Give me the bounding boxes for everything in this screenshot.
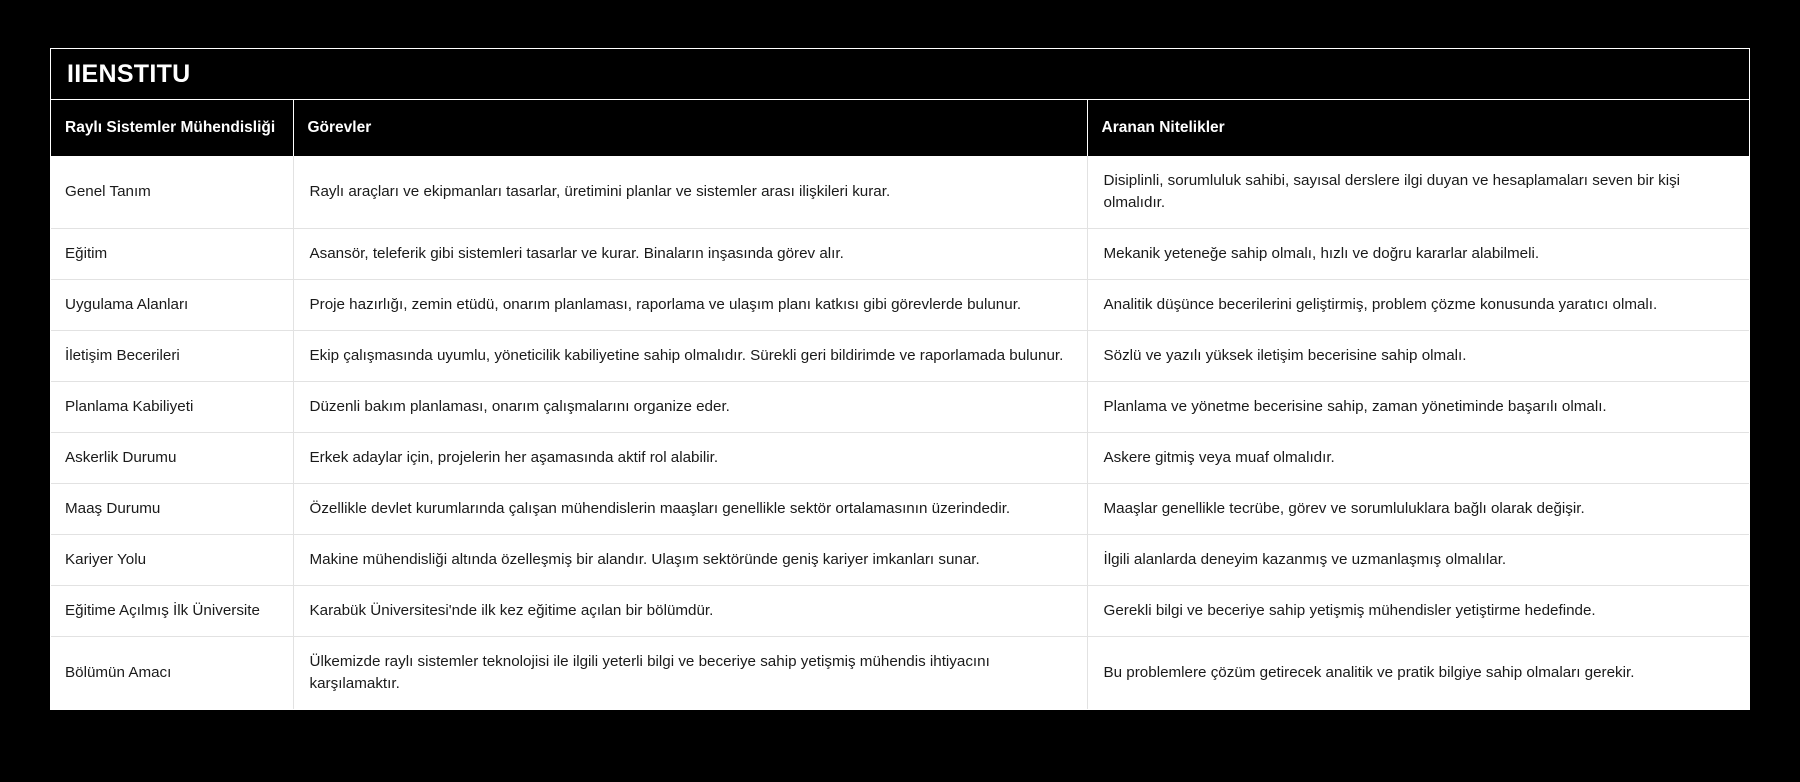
column-header-gorevler: Görevler xyxy=(293,100,1087,156)
row-label: Eğitim xyxy=(51,229,293,280)
row-nitelikler: Askere gitmiş veya muaf olmalıdır. xyxy=(1087,433,1749,484)
row-label: Kariyer Yolu xyxy=(51,535,293,586)
row-gorevler: Makine mühendisliği altında özelleşmiş bir alandır. Ulaşım sektöründe geniş kariyer imkanları sunar. xyxy=(293,535,1087,586)
row-nitelikler: Analitik düşünce becerilerini geliştirmiş, problem çözme konusunda yaratıcı olmalı. xyxy=(1087,280,1749,331)
row-nitelikler: Planlama ve yönetme becerisine sahip, zaman yönetiminde başarılı olmalı. xyxy=(1087,382,1749,433)
row-nitelikler: Bu problemlere çözüm getirecek analitik ve pratik bilgiye sahip olmaları gerekir. xyxy=(1087,637,1749,710)
table-row xyxy=(51,280,1749,331)
brand-logo: IIENSTITU xyxy=(67,59,191,88)
rail-systems-engineering-table xyxy=(51,100,1749,709)
row-nitelikler: Disiplinli, sorumluluk sahibi, sayısal derslere ilgi duyan ve hesaplamaları seven bir kişi olmalıdır. xyxy=(1087,156,1749,229)
row-label: Eğitime Açılmış İlk Üniversite xyxy=(51,586,293,637)
row-label: Uygulama Alanları xyxy=(51,280,293,331)
row-label: Planlama Kabiliyeti xyxy=(51,382,293,433)
table-row xyxy=(51,229,1749,280)
row-label: Maaş Durumu xyxy=(51,484,293,535)
table-header xyxy=(51,100,1749,156)
row-nitelikler: Gerekli bilgi ve beceriye sahip yetişmiş mühendisler yetiştirme hedefinde. xyxy=(1087,586,1749,637)
row-gorevler: Erkek adaylar için, projelerin her aşamasında aktif rol alabilir. xyxy=(293,433,1087,484)
row-label: İletişim Becerileri xyxy=(51,331,293,382)
table-row xyxy=(51,586,1749,637)
row-gorevler: Raylı araçları ve ekipmanları tasarlar, üretimini planlar ve sistemler arası ilişkileri kurar. xyxy=(293,156,1087,229)
table-row xyxy=(51,484,1749,535)
table-row xyxy=(51,331,1749,382)
row-gorevler: Ekip çalışmasında uyumlu, yöneticilik kabiliyetine sahip olmalıdır. Sürekli geri bildirimde ve raporlamada bulunur. xyxy=(293,331,1087,382)
brand-bar xyxy=(51,49,1749,100)
column-header-aranan-nitelikler: Aranan Nitelikler xyxy=(1087,100,1749,156)
table-body xyxy=(51,156,1749,709)
info-table-frame xyxy=(50,48,1750,710)
row-nitelikler: Mekanik yeteneğe sahip olmalı, hızlı ve doğru kararlar alabilmeli. xyxy=(1087,229,1749,280)
row-nitelikler: Maaşlar genellikle tecrübe, görev ve sorumluluklara bağlı olarak değişir. xyxy=(1087,484,1749,535)
row-gorevler: Düzenli bakım planlaması, onarım çalışmalarını organize eder. xyxy=(293,382,1087,433)
row-label: Askerlik Durumu xyxy=(51,433,293,484)
row-label: Genel Tanım xyxy=(51,156,293,229)
table-row xyxy=(51,433,1749,484)
table-row xyxy=(51,637,1749,710)
row-label: Bölümün Amacı xyxy=(51,637,293,710)
row-gorevler: Karabük Üniversitesi'nde ilk kez eğitime açılan bir bölümdür. xyxy=(293,586,1087,637)
row-gorevler: Ülkemizde raylı sistemler teknolojisi ile ilgili yeterli bilgi ve beceriye sahip yetişmiş mühendis ihtiyacını karşılamaktır. xyxy=(293,637,1087,710)
table-row xyxy=(51,156,1749,229)
row-gorevler: Proje hazırlığı, zemin etüdü, onarım planlaması, raporlama ve ulaşım planı katkısı gibi görevlerde bulunur. xyxy=(293,280,1087,331)
row-gorevler: Asansör, teleferik gibi sistemleri tasarlar ve kurar. Binaların inşasında görev alır. xyxy=(293,229,1087,280)
row-nitelikler: İlgili alanlarda deneyim kazanmış ve uzmanlaşmış olmalılar. xyxy=(1087,535,1749,586)
table-header-row xyxy=(51,100,1749,156)
row-gorevler: Özellikle devlet kurumlarında çalışan mühendislerin maaşları genellikle sektör ortalamasının üzerindedir. xyxy=(293,484,1087,535)
table-row xyxy=(51,382,1749,433)
table-row xyxy=(51,535,1749,586)
column-header-topic: Raylı Sistemler Mühendisliği xyxy=(51,100,293,156)
row-nitelikler: Sözlü ve yazılı yüksek iletişim becerisine sahip olmalı. xyxy=(1087,331,1749,382)
